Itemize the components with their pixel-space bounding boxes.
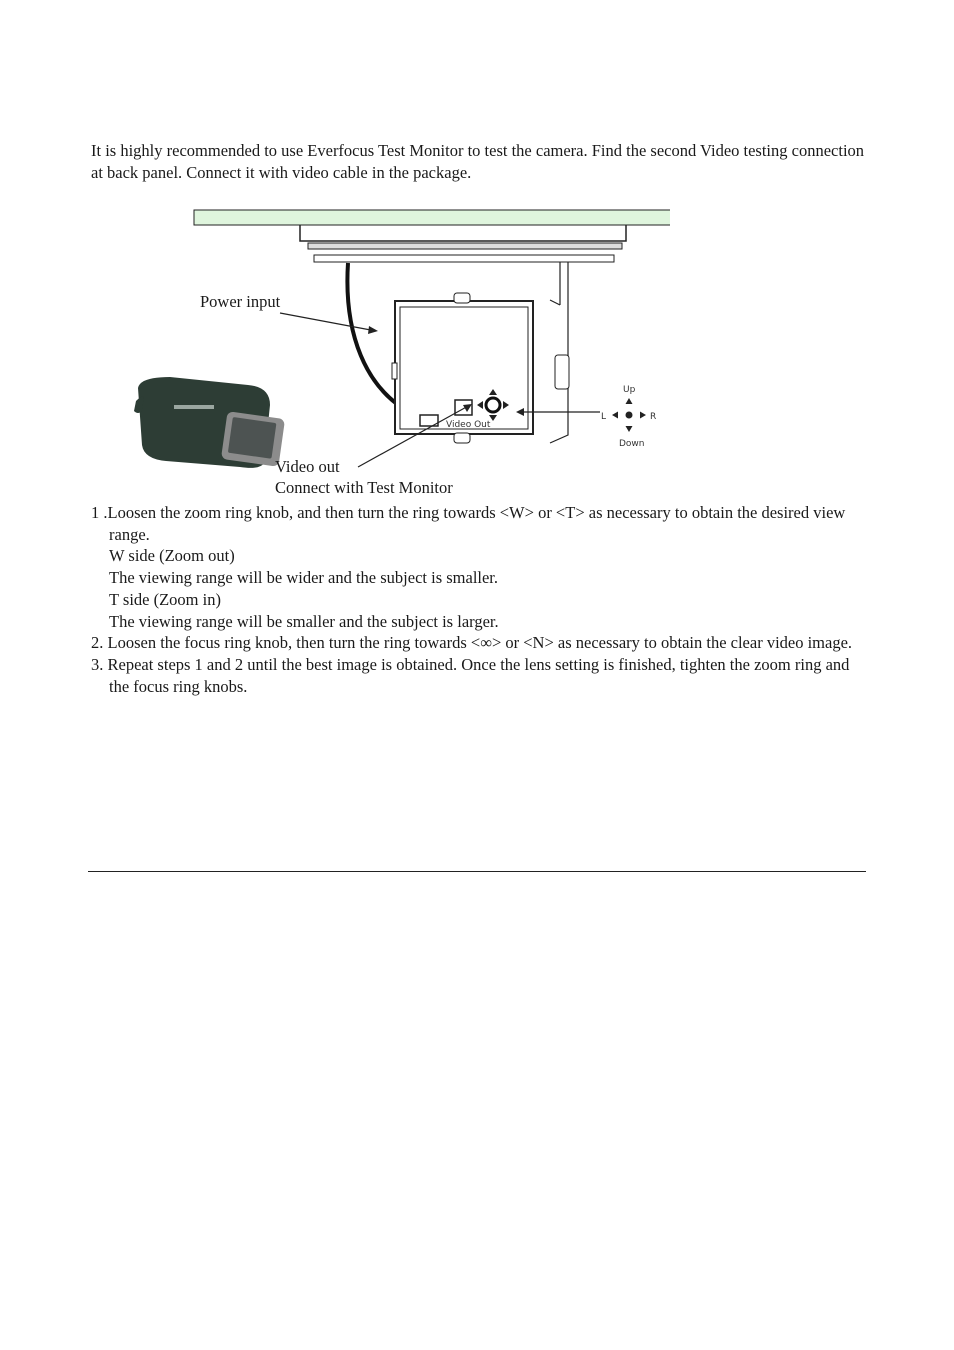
dir-left-text: L xyxy=(601,412,607,422)
step-3: 3. Repeat steps 1 and 2 until the best image is obtained. Once the lens setting is finished, tighten the zoom ring and the focus ring knobs. xyxy=(91,654,850,696)
power-input-label: Power input xyxy=(200,292,281,311)
step-1: 1 .Loosen the zoom ring knob, and then turn the ring towards <W> or <T> as necessary to obtain the desired view range. xyxy=(91,503,846,544)
footer-divider xyxy=(88,871,866,872)
dir-right-text: R xyxy=(650,412,657,422)
support-arm xyxy=(550,262,568,443)
dir-down-text: Down xyxy=(619,439,645,449)
dir-up-text: Up xyxy=(623,385,636,395)
power-leader-line xyxy=(280,313,376,331)
diagram-banner xyxy=(194,210,670,225)
step-2: 2. Loosen the focus ring knob, then turn the ring towards <∞> or <N> as necessary to obtain the clear video image. xyxy=(91,633,853,653)
camera-connection-figure xyxy=(130,205,670,505)
intro-paragraph: It is highly recommended to use Everfocus Test Monitor to test the camera. Find the second Video testing connection at back panel. Connect it with video cable in the package. xyxy=(91,141,865,182)
camera-diagram xyxy=(130,205,670,505)
step-1-w-desc: The viewing range will be wider and the subject is smaller. xyxy=(109,568,499,588)
step-1-t-side: T side (Zoom in) xyxy=(109,589,221,609)
panel-video-out-text: Video Out xyxy=(446,420,491,430)
video-out-label: Video out xyxy=(275,457,340,476)
lens-adjustment-steps xyxy=(91,502,866,697)
housing-rim xyxy=(308,243,622,249)
test-monitor-illustration xyxy=(134,377,285,468)
camera-housing xyxy=(300,225,626,241)
step-1-w-side: W side (Zoom out) xyxy=(109,546,235,566)
joystick-knob xyxy=(486,398,500,412)
housing-base xyxy=(314,255,614,262)
connect-monitor-label: Connect with Test Monitor xyxy=(275,478,453,497)
step-1-t-desc: The viewing range will be smaller and the subject is larger. xyxy=(109,611,499,631)
